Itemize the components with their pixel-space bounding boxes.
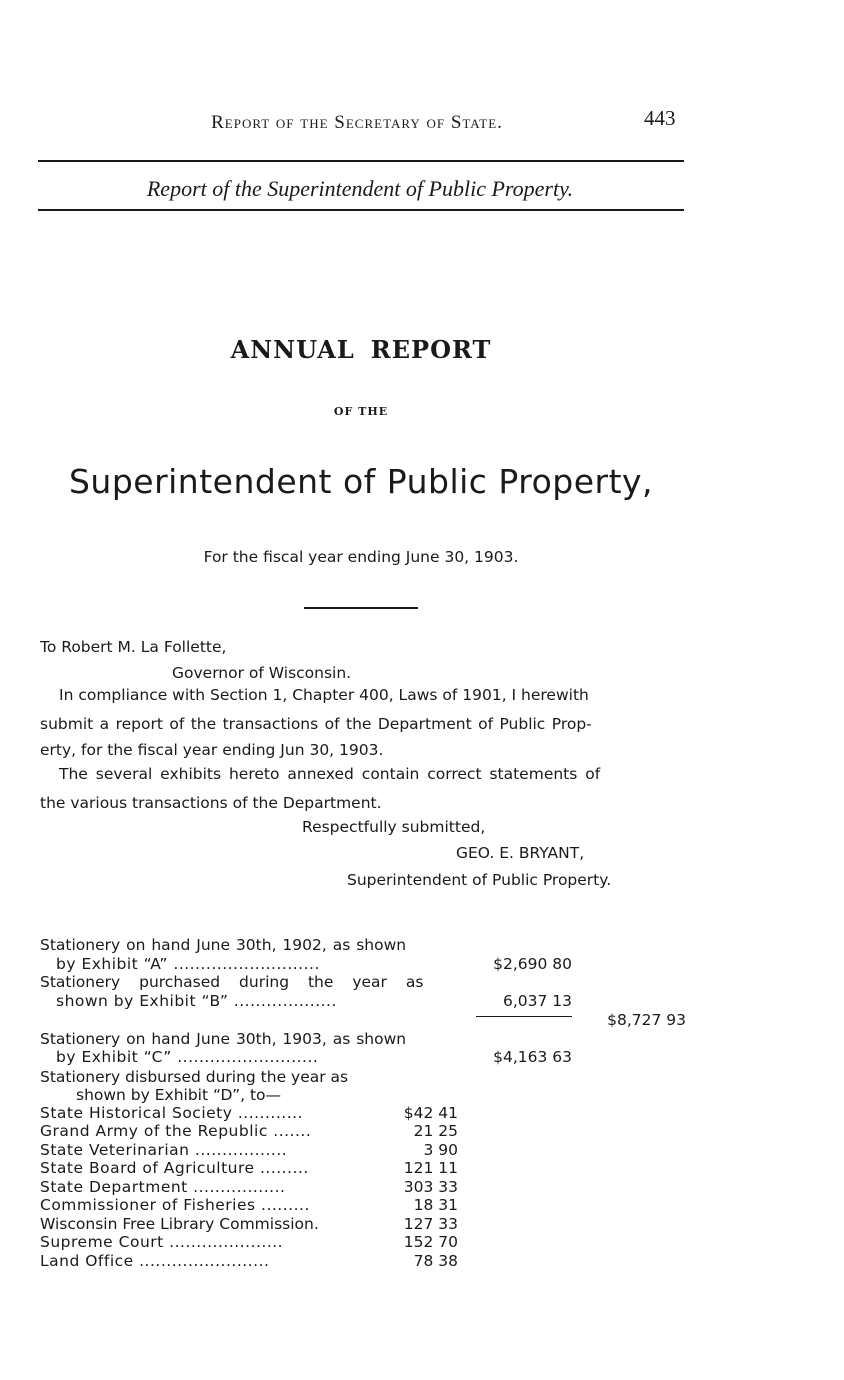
running-subtitle: Report of the Superintendent of Public Property.	[146, 176, 574, 201]
salutation: To Robert M. La Follette,	[40, 638, 227, 656]
signer-title: Superintendent of Public Property.	[347, 871, 612, 889]
list-item-amount: 21 25	[413, 1122, 458, 1140]
subtotal-rule	[476, 1016, 572, 1017]
purchased-line2: shown by Exhibit “B” ...................	[56, 992, 337, 1010]
on-hand-1902-line2: by Exhibit “A” ...........................	[56, 955, 320, 973]
list-item-label: State Board of Agriculture .........	[40, 1159, 309, 1177]
list-item-amount: 78 38	[413, 1252, 458, 1270]
list-item-amount: 303 33	[403, 1178, 458, 1196]
list-item-label: Grand Army of the Republic .......	[40, 1122, 312, 1140]
closing: Respectfully submitted,	[302, 818, 486, 836]
list-item-amount: 127 33	[403, 1215, 458, 1233]
fiscal-year-line: For the fiscal year ending June 30, 1903.	[203, 548, 519, 566]
running-title: Report of the Secretary of State.	[211, 112, 503, 133]
list-item-label: State Veterinarian .................	[40, 1141, 288, 1159]
paragraph2-line1: The several exhibits hereto annexed contain correct statements of	[59, 765, 601, 783]
on-hand-1903-amount: $4,163 63	[493, 1048, 572, 1066]
list-item-amount: 121 11	[403, 1159, 458, 1177]
list-item-amount: 18 31	[413, 1196, 458, 1214]
main-title: Superintendent of Public Property,	[68, 462, 654, 501]
list-item-label: State Department .................	[40, 1178, 286, 1196]
paragraph2-line2: the various transactions of the Department.	[40, 794, 382, 812]
title-divider	[304, 607, 418, 609]
list-item-label: State Historical Society ............	[40, 1104, 303, 1122]
signer-name: GEO. E. BRYANT,	[456, 844, 585, 862]
list-item-label: Land Office ........................	[40, 1252, 270, 1270]
of-the-label: OF THE	[333, 405, 389, 418]
header-rule-bottom	[38, 209, 684, 211]
page-number: 443	[644, 106, 676, 130]
paragraph1-line3: erty, for the fiscal year ending Jun 30, 1903.	[40, 741, 384, 759]
annual-report-heading	[0, 335, 722, 364]
paragraph1-line1: In compliance with Section 1, Chapter 400, Laws of 1901, I herewith	[59, 686, 589, 704]
disbursed-line1: Stationery disbursed during the year as	[40, 1068, 349, 1086]
disbursed-line2: shown by Exhibit “D”, to—	[76, 1086, 282, 1104]
on-hand-1903-line2: by Exhibit “C” ..........................	[56, 1048, 319, 1066]
list-item-label: Commissioner of Fisheries .........	[40, 1196, 310, 1214]
report-word: REPORT	[370, 335, 492, 364]
list-item-label: Supreme Court .....................	[40, 1233, 284, 1251]
purchased-amount: 6,037 13	[502, 992, 572, 1010]
on-hand-1902-amount: $2,690 80	[493, 955, 572, 973]
list-item-amount: 3 90	[423, 1141, 458, 1159]
list-item-amount: $42 41	[403, 1104, 458, 1122]
header-rule-top	[38, 160, 684, 162]
list-item-label: Wisconsin Free Library Commission.	[40, 1215, 319, 1233]
addressee-title: Governor of Wisconsin.	[172, 664, 352, 682]
purchased-line1: Stationery purchased during the year as	[40, 973, 424, 991]
total-amount: $8,727 93	[607, 1011, 686, 1029]
list-item-amount: 152 70	[403, 1233, 458, 1251]
paragraph1-line2: submit a report of the transactions of the Department of Public Prop-	[40, 715, 592, 733]
on-hand-1903-line1: Stationery on hand June 30th, 1903, as shown	[40, 1030, 407, 1048]
on-hand-1902-line1: Stationery on hand June 30th, 1902, as shown	[40, 936, 407, 954]
annual-word: ANNUAL	[230, 335, 355, 364]
